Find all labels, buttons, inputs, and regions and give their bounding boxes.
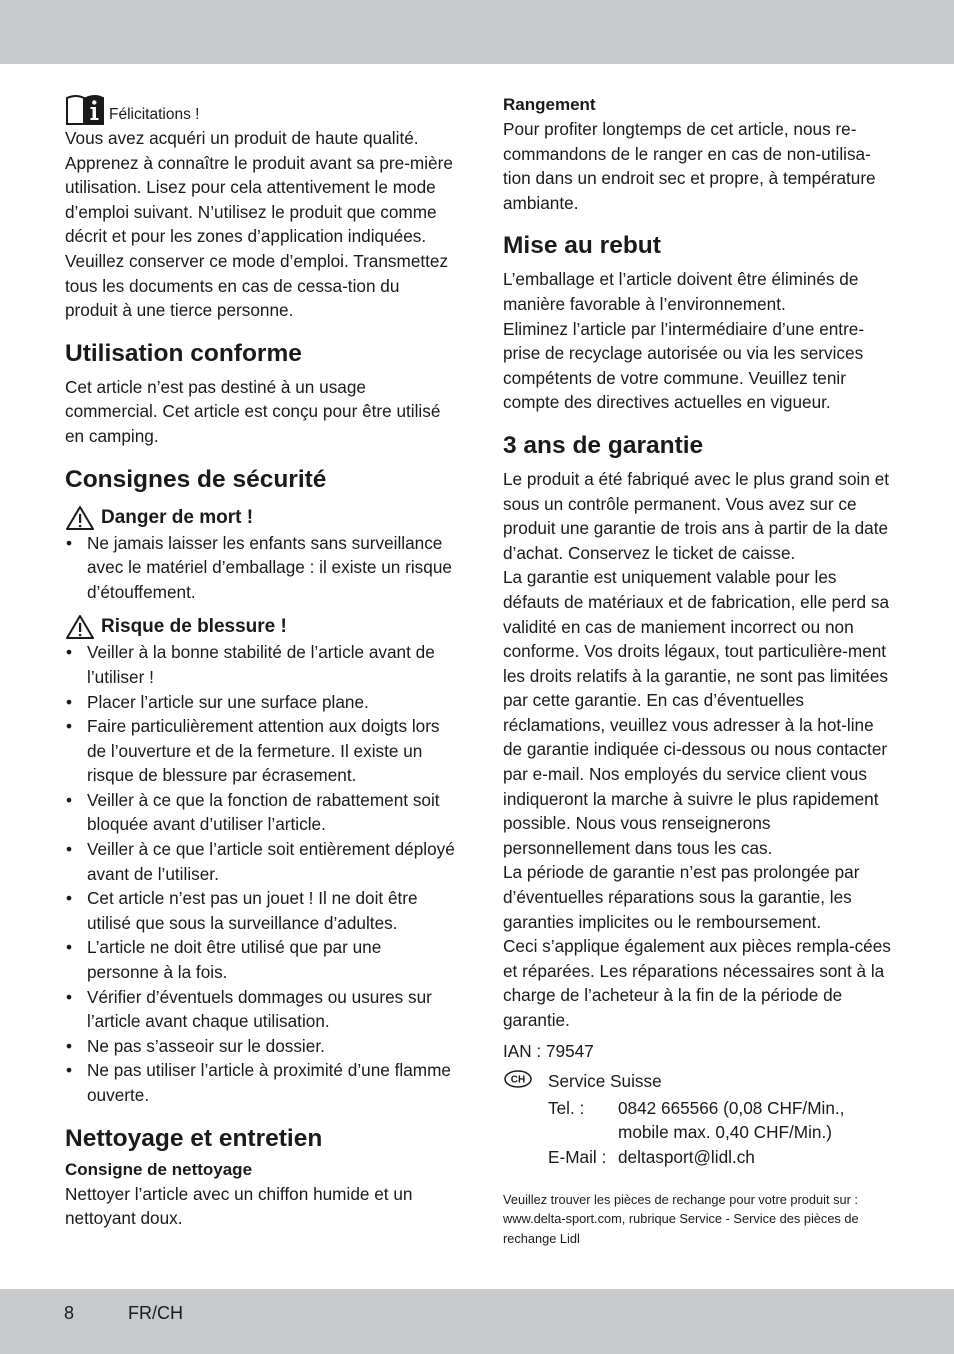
list-item: • Veiller à ce que l’article soit entièrement déployé avant de l’utiliser.	[65, 837, 455, 886]
list-item: • Placer l’article sur une surface plane.	[65, 690, 455, 715]
service-name: Service Suisse	[548, 1071, 662, 1092]
list-item: • L’article ne doit être utilisé que par une personne à la fois.	[65, 935, 455, 984]
risque-list	[65, 640, 455, 1107]
list-item: • Ne jamais laisser les enfants sans surveillance avec le matériel d’emballage : il existe un risque d’étouffement.	[65, 531, 455, 605]
section-heading-rebut: Mise au rebut	[503, 232, 661, 260]
country-badge-label: CH	[510, 1074, 526, 1086]
intro-text: Vous avez acquéri un produit de haute qualité. Apprenez à connaître le produit avant sa pre-mière utilisation. Lisez pour cela attentivement le mode d’emploi suivant. N’utilisez le produit que comme décrit et pour les zones d’application indiquées. Veuillez conserver ce mode d’emploi. Transmettez tous les documents en cas de cessa-tion du produit à une tierce personne.	[65, 128, 453, 321]
garantie-text-4: Ceci s’applique également aux pièces rempla-cées et réparées. Les réparations nécessaires sont à la charge de l’acheteur à la fin de la période de garantie.	[503, 936, 891, 1030]
left-column	[65, 92, 455, 1231]
right-column	[503, 93, 895, 1248]
nettoyage-text: Nettoyer l’article avec un chiffon humide et un nettoyant doux.	[65, 1183, 413, 1229]
garantie-text-2: La garantie est uniquement valable pour les défauts de matériaux et de fabrication, elle perd sa validité en cas de maniement incorrect ou non conforme. Vos droits légaux, tout particulière-ment les droits relatifs à la garantie, ne sont pas limitées par cette garantie. En cas d’éventuelles réclamations, veuillez vous adresser à la hot-line de garantie indiquée ci-dessous ou nous contacter par e-mail. Nos employés du service client vous indiqueront la marche à suivre le plus rapidement possible. Nous vous renseignerons personnellement dans tous les cas.	[503, 567, 889, 858]
list-item: • Veiller à ce que la fonction de rabattement soit bloquée avant d’utiliser l’article.	[65, 788, 455, 837]
intro-header	[65, 92, 455, 126]
risque-warning-header	[65, 614, 455, 640]
ian-label: IAN :	[503, 1040, 542, 1061]
section-heading-securite: Consignes de sécurité	[65, 465, 327, 493]
garantie-text-3: La période de garantie n’est pas prolongée par d’éventuelles réparations sous la garantie, les garanties implicites ou le remboursement.	[503, 862, 860, 932]
info-book-icon	[65, 92, 105, 126]
country-badge	[503, 1069, 548, 1096]
list-item: • Veiller à la bonne stabilité de l’article avant de l’utiliser !	[65, 640, 455, 689]
page-number: 8	[64, 1303, 75, 1323]
warning-triangle-icon	[65, 505, 95, 531]
risque-title: Risque de blessure !	[101, 616, 287, 638]
header-band	[0, 0, 954, 64]
language-code: FR/CH	[128, 1303, 183, 1323]
rangement-text: Pour profiter longtemps de cet article, nous re-commandons de le ranger en cas de non-utilisa-tion dans un endroit sec et propre, à température ambiante.	[503, 119, 876, 213]
danger-title: Danger de mort !	[101, 506, 254, 528]
email-label: E-Mail :	[548, 1146, 607, 1167]
ian-value: 79547	[545, 1040, 594, 1061]
service-contact	[503, 1069, 895, 1169]
list-item: • Ne pas utiliser l’article à proximité d’une flamme ouverte.	[65, 1058, 455, 1107]
list-item: • Ne pas s’asseoir sur le dossier.	[65, 1034, 455, 1059]
rebut-text-2: Eliminez l’article par l’intermédiaire d’une entre-prise de recyclage autorisée ou via les services compétents de votre commune. Veuillez tenir compte des directives actuelles en vigueur.	[503, 318, 865, 413]
list-item: • Faire particulièrement attention aux doigts lors de l’ouverture et de la fermeture. Il existe un risque de blessure par écrasement.	[65, 714, 455, 788]
email-value: deltasport@lidl.ch	[618, 1146, 755, 1167]
danger-list	[65, 531, 455, 605]
garantie-text-1: Le produit a été fabriqué avec le plus grand soin et sous un contrôle permanent. Vous avez sur ce produit une garantie de trois ans à partir de la date d’achat. Conservez le ticket de caisse.	[503, 468, 890, 563]
warning-triangle-icon	[65, 614, 95, 640]
spare-parts-note: Veuillez trouver les pièces de rechange pour votre produit sur : www.delta-sport.com, rubrique Service - Service des pièces de rechange Lidl	[503, 1191, 859, 1246]
tel-label: Tel. :	[548, 1097, 585, 1118]
danger-warning-header	[65, 505, 455, 531]
list-item: • Vérifier d’éventuels dommages ou usures sur l’article avant chaque utilisation.	[65, 985, 455, 1034]
tel-value: 0842 665566 (0,08 CHF/Min., mobile max. 0,40 CHF/Min.)	[618, 1097, 845, 1143]
nettoyage-subheading: Consigne de nettoyage	[65, 1159, 253, 1179]
ian-line	[503, 1039, 895, 1064]
utilisation-text: Cet article n’est pas destiné à un usage commercial. Cet article est conçu pour être utilisé en camping.	[65, 376, 441, 446]
section-heading-utilisation: Utilisation conforme	[65, 339, 302, 367]
list-item: • Cet article n’est pas un jouet ! Il ne doit être utilisé que sous la surveillance d’adultes.	[65, 886, 455, 935]
section-heading-garantie: 3 ans de garantie	[503, 431, 704, 459]
rebut-text-1: L’emballage et l’article doivent être éliminés de manière favorable à l’environnement.	[503, 269, 859, 314]
intro-title: Félicitations !	[109, 106, 200, 123]
section-heading-nettoyage: Nettoyage et entretien	[65, 1124, 323, 1152]
rangement-heading: Rangement	[503, 95, 596, 114]
